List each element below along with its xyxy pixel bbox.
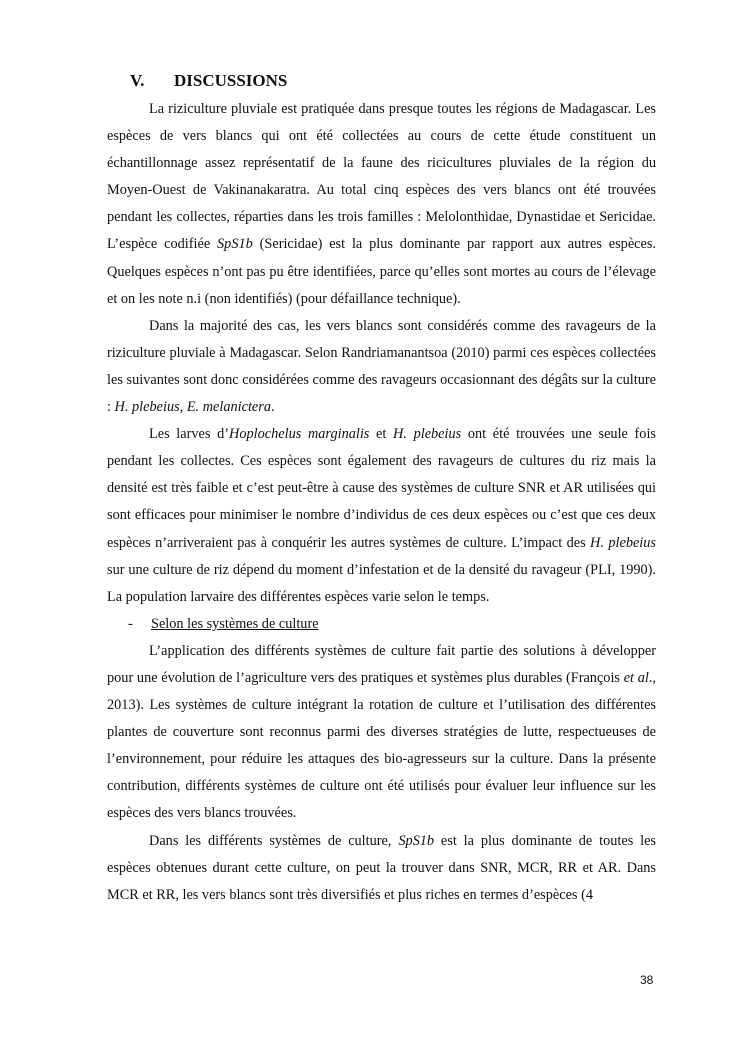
section-heading (130, 70, 287, 92)
section-title: DISCUSSIONS (174, 71, 288, 90)
citation-etal: et al (623, 669, 649, 686)
species-names: H. plebeius, E. melanictera (114, 399, 271, 416)
paragraph: Dans les différents systèmes de culture, SpS1b est la plus dominante de toutes les espèces obtenues durant cette culture, on peut la trouver dans SNR, MCR, RR et AR. Dans MCR et RR, les vers blancs sont très diversifiés et plus riches en termes d’espèces (4 (107, 832, 656, 903)
paragraph: Les larves d’Hoplochelus marginalis et H. plebeius ont été trouvées une seule fois pendant les collectes. Ces espèces sont également des ravageurs de cultures du riz mais la densité est très faible et c’est peut-être à cause des systèmes de culture SNR et AR utilisées qui sont efficaces pour minimiser le nombre d’individus de ces deux espèces ou c’est que ces deux espèces n’arriveraient pas à conquérir les autres systèmes de culture. L’impact des H. plebeius sur une culture de riz dépend du moment d’infestation et de la densité du ravageur (PLI, 1990). La population larvaire des différentes espèces varie selon le temps. (107, 426, 656, 605)
species-code: SpS1b (398, 832, 435, 849)
species-name: Hoplochelus marginalis (229, 426, 370, 443)
list-dash: - (128, 615, 133, 632)
body-text (107, 96, 656, 909)
list-item-label: Selon les systèmes de culture (151, 615, 319, 632)
paragraph: La riziculture pluviale est pratiquée dans presque toutes les régions de Madagascar. Les espèces de vers blancs qui ont été collectées au cours de cette étude constituent un échantillonnage assez représentatif de la faune des ricicultures pluviales de la région du Moyen-Ouest de Vakinanakaratra. Au total cinq espèces des vers blancs ont été trouvées pendant les collectes, réparties dans les trois familles : Melolonthidae, Dynastidae et Sericidae. L’espèce codifiée SpS1b (Sericidae) est la plus dominante par rapport aux autres espèces. Quelques espèces n’ont pas pu être identifiées, parce qu’elles sont mortes au cours de l’élevage et on les note n.i (non identifiés) (pour défaillance technique). (107, 101, 656, 307)
page-number: 38 (640, 973, 654, 987)
species-name: H. plebeius (590, 534, 656, 551)
paragraph: L’application des différents systèmes de culture fait partie des solutions à développer pour une évolution de l’agriculture vers des pratiques et systèmes plus durables (François et al., 2013). Les systèmes de culture intégrant la rotation de culture et l’utilisation des différentes plantes de couverture sont reconnus parmi des diverses stratégies de lutte, respectueuses de l’environnement, pour réduire les attaques des bio-agresseurs sur la culture. Dans la présente contribution, différents systèmes de culture ont été utilisés pour évaluer leur influence sur les espèces des vers blancs trouvées. (107, 642, 657, 822)
species-code: SpS1b (217, 236, 253, 253)
section-number: V. (130, 71, 145, 90)
species-name: H. plebeius (393, 426, 462, 443)
paragraph: Dans la majorité des cas, les vers blancs sont considérés comme des ravageurs de la riziculture pluviale à Madagascar. Selon Randriamanantsoa (2010) parmi ces espèces collectées les suivantes sont donc considérées comme des ravageurs occasionnant des dégâts sur la culture : H. plebeius, E. melanictera. (107, 317, 656, 416)
list-item (107, 611, 656, 638)
